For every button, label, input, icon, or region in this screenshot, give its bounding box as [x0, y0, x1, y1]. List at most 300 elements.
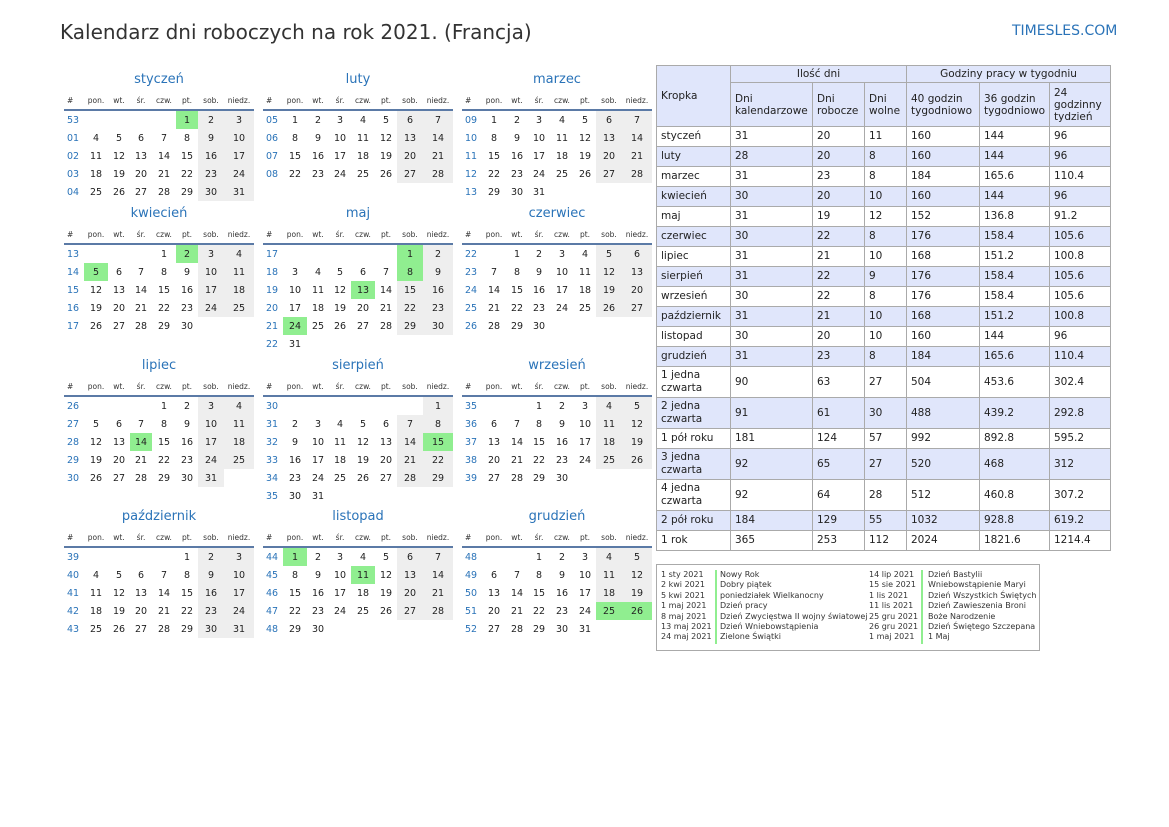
day-cell	[108, 244, 130, 263]
period-cell: marzec	[657, 167, 731, 187]
day-cell: 18	[224, 433, 254, 451]
day-cell: 14	[487, 284, 501, 296]
week-number-header: #	[64, 377, 84, 396]
week-row	[462, 110, 652, 129]
holiday-date: 2 kwi 2021	[661, 580, 705, 590]
month-calendar	[263, 69, 453, 183]
day-cell	[307, 335, 329, 353]
weekday-header: śr.	[329, 225, 351, 244]
week-number: 39	[465, 472, 478, 484]
day-cell: 22	[157, 302, 171, 314]
day-cell: 29	[510, 320, 524, 332]
day-cell: 21	[622, 147, 652, 165]
day-cell: 8	[423, 415, 453, 433]
value-cell: 1821.6	[980, 531, 1050, 551]
col-header-working-days: Dni robocze	[813, 83, 865, 127]
day-cell	[375, 244, 397, 263]
day-cell: 11	[89, 587, 103, 599]
weekday-header: śr.	[528, 528, 550, 547]
weekday-header: wt.	[307, 225, 329, 244]
weekday-header: wt.	[307, 91, 329, 110]
value-cell: 124	[813, 429, 865, 449]
week-number: 22	[465, 248, 478, 260]
day-cell: 4	[359, 551, 367, 563]
day-cell: 14	[510, 587, 524, 599]
week-row	[462, 263, 652, 281]
week-number: 49	[465, 569, 478, 581]
day-cell: 31	[288, 338, 302, 350]
day-cell: 3	[198, 396, 224, 415]
day-cell	[622, 317, 652, 335]
holiday-legend-item	[865, 632, 1039, 642]
day-cell: 14	[379, 284, 393, 296]
day-cell: 10	[555, 266, 569, 278]
day-cell: 20	[397, 584, 423, 602]
legend-divider	[921, 570, 923, 644]
month-grid	[263, 528, 453, 638]
day-cell: 8	[160, 418, 168, 430]
day-cell: 22	[397, 299, 423, 317]
day-cell: 16	[311, 150, 325, 162]
day-cell: 28	[134, 320, 148, 332]
week-row	[462, 415, 652, 433]
day-cell: 15	[532, 436, 546, 448]
weekday-header: sob.	[198, 528, 224, 547]
day-cell: 15	[288, 150, 302, 162]
weekday-header: czw.	[351, 528, 375, 547]
weekday-header-row	[263, 91, 453, 110]
day-cell: 26	[112, 623, 126, 635]
weekday-header-row	[263, 377, 453, 396]
day-cell: 15	[180, 150, 194, 162]
day-cell: 24	[198, 299, 224, 317]
value-cell: 184	[731, 511, 813, 531]
value-cell: 30	[865, 398, 907, 429]
day-cell: 19	[89, 454, 103, 466]
day-cell: 6	[115, 418, 123, 430]
month-grid	[263, 225, 453, 353]
day-cell: 2	[423, 244, 453, 263]
weekday-header-row	[64, 91, 254, 110]
day-cell: 12	[379, 132, 393, 144]
value-cell: 110.4	[1050, 347, 1111, 367]
day-cell: 20	[356, 302, 370, 314]
day-cell	[351, 335, 375, 353]
day-cell: 21	[423, 147, 453, 165]
day-cell: 4	[92, 569, 100, 581]
day-cell: 5	[622, 396, 652, 415]
week-number: 28	[67, 436, 80, 448]
month-grid	[64, 91, 254, 201]
day-cell	[596, 620, 622, 638]
period-cell: 1 rok	[657, 531, 731, 551]
day-cell: 15	[423, 433, 453, 451]
day-cell: 16	[555, 436, 569, 448]
weekday-header: sob.	[596, 377, 622, 396]
day-cell: 9	[558, 569, 566, 581]
day-cell: 24	[578, 454, 592, 466]
month-grid	[462, 225, 652, 335]
week-row	[263, 263, 453, 281]
day-cell: 20	[487, 454, 501, 466]
day-cell: 20	[134, 605, 148, 617]
day-cell: 12	[89, 436, 103, 448]
day-cell: 2	[183, 400, 191, 412]
day-cell: 30	[180, 320, 194, 332]
day-cell: 23	[555, 454, 569, 466]
week-row	[263, 415, 453, 433]
month-calendar	[263, 355, 453, 505]
holiday-name: poniedziałek Wielkanocny	[720, 590, 824, 600]
weekday-header: niedz.	[423, 528, 453, 547]
value-cell: 144	[980, 127, 1050, 147]
holiday-legend-item	[865, 580, 1039, 590]
week-number: 36	[465, 418, 478, 430]
period-header: Kropka	[657, 66, 731, 127]
weekday-header-row	[462, 91, 652, 110]
weekday-header: sob.	[596, 528, 622, 547]
week-number: 41	[67, 587, 80, 599]
day-cell: 29	[397, 317, 423, 335]
value-cell: 992	[907, 429, 980, 449]
day-cell: 29	[487, 186, 501, 198]
holiday-legend-item	[657, 622, 867, 632]
col-header-40h: 40 godzin tygodniowo	[907, 83, 980, 127]
week-number: 30	[67, 472, 80, 484]
week-row	[263, 451, 453, 469]
week-row	[462, 451, 652, 469]
week-number-header: #	[462, 91, 482, 110]
site-brand-link[interactable]: TIMESLES.COM	[1012, 23, 1118, 39]
day-cell: 15	[510, 284, 524, 296]
day-cell: 22	[157, 454, 171, 466]
day-cell: 31	[532, 186, 546, 198]
day-cell	[130, 547, 152, 566]
day-cell: 14	[130, 433, 152, 451]
week-row	[64, 281, 254, 299]
week-row	[462, 317, 652, 335]
day-cell: 16	[311, 587, 325, 599]
value-cell: 312	[1050, 449, 1111, 480]
week-row	[64, 584, 254, 602]
weekday-header: pon.	[84, 377, 108, 396]
day-cell: 19	[112, 168, 126, 180]
week-number: 10	[465, 132, 478, 144]
day-cell: 16	[288, 454, 302, 466]
day-cell: 21	[487, 302, 501, 314]
week-row	[64, 547, 254, 566]
day-cell: 15	[397, 281, 423, 299]
day-cell: 19	[379, 150, 393, 162]
day-cell: 16	[180, 284, 194, 296]
weekday-header: sob.	[397, 91, 423, 110]
day-cell: 7	[490, 266, 498, 278]
week-number-header: #	[64, 225, 84, 244]
day-cell: 6	[622, 244, 652, 263]
period-cell: czerwiec	[657, 227, 731, 247]
day-cell: 23	[198, 165, 224, 183]
week-row	[263, 335, 453, 353]
month-calendar	[462, 355, 652, 487]
weekday-header: pt.	[176, 528, 198, 547]
day-cell: 28	[510, 623, 524, 635]
day-cell: 8	[183, 569, 191, 581]
weekday-header: sob.	[397, 225, 423, 244]
month-grid	[64, 377, 254, 487]
day-cell: 16	[532, 284, 546, 296]
holiday-legend-item	[657, 632, 867, 642]
day-cell: 4	[224, 244, 254, 263]
period-cell: październik	[657, 307, 731, 327]
day-cell: 22	[487, 168, 501, 180]
day-cell: 1	[160, 248, 168, 260]
day-cell: 26	[89, 320, 103, 332]
day-cell: 4	[336, 418, 344, 430]
day-cell: 27	[134, 623, 148, 635]
day-cell: 18	[311, 302, 325, 314]
value-cell: 439.2	[980, 398, 1050, 429]
week-row	[462, 620, 652, 638]
day-cell: 7	[382, 266, 390, 278]
day-cell: 29	[180, 186, 194, 198]
day-cell: 13	[112, 436, 126, 448]
day-cell: 13	[134, 150, 148, 162]
week-number: 17	[266, 248, 279, 260]
day-cell: 31	[311, 490, 325, 502]
day-cell	[130, 396, 152, 415]
day-cell: 10	[532, 132, 546, 144]
day-cell	[329, 396, 351, 415]
day-cell: 27	[112, 472, 126, 484]
day-cell: 3	[224, 547, 254, 566]
day-cell: 2	[314, 114, 322, 126]
day-cell: 1	[291, 114, 299, 126]
month-calendar	[263, 506, 453, 638]
week-number-header: #	[263, 528, 283, 547]
day-cell: 10	[578, 569, 592, 581]
day-cell	[482, 244, 506, 263]
week-row	[64, 263, 254, 281]
day-cell	[482, 396, 506, 415]
day-cell: 19	[333, 302, 347, 314]
day-cell: 3	[336, 551, 344, 563]
week-number-header: #	[64, 528, 84, 547]
day-cell: 2	[198, 547, 224, 566]
value-cell: 19	[813, 207, 865, 227]
holiday-date: 26 gru 2021	[869, 621, 919, 631]
value-cell: 91	[731, 398, 813, 429]
holiday-name: Nowy Rok	[720, 570, 760, 579]
day-cell: 15	[532, 587, 546, 599]
day-cell: 4	[581, 248, 589, 260]
weekday-header: niedz.	[423, 91, 453, 110]
week-number: 25	[465, 302, 478, 314]
day-cell: 2	[535, 248, 543, 260]
day-cell: 31	[224, 620, 254, 638]
day-cell: 11	[596, 415, 622, 433]
month-grid	[462, 528, 652, 638]
value-cell: 100.8	[1050, 307, 1111, 327]
week-number: 08	[266, 168, 279, 180]
value-cell: 11	[865, 127, 907, 147]
day-cell	[574, 317, 596, 335]
day-cell: 3	[314, 418, 322, 430]
day-cell	[283, 244, 307, 263]
week-row	[462, 165, 652, 183]
day-cell: 23	[532, 302, 546, 314]
weekday-header: niedz.	[622, 91, 652, 110]
value-cell: 30	[731, 227, 813, 247]
stats-row	[657, 480, 1111, 511]
day-cell: 13	[379, 436, 393, 448]
col-header-calendar-days: Dni kalendarzowe	[731, 83, 813, 127]
day-cell: 24	[224, 165, 254, 183]
value-cell: 20	[813, 327, 865, 347]
day-cell	[329, 487, 351, 505]
week-number: 04	[67, 186, 80, 198]
day-cell: 26	[578, 168, 592, 180]
value-cell: 8	[865, 227, 907, 247]
day-cell: 6	[397, 547, 423, 566]
week-number: 27	[67, 418, 80, 430]
day-cell: 2	[176, 244, 198, 263]
week-row	[263, 547, 453, 566]
day-cell: 11	[89, 150, 103, 162]
day-cell: 1	[490, 114, 498, 126]
stats-row	[657, 347, 1111, 367]
day-cell: 23	[555, 605, 569, 617]
weekday-header: niedz.	[224, 528, 254, 547]
value-cell: 31	[731, 307, 813, 327]
day-cell: 30	[180, 472, 194, 484]
day-cell: 3	[535, 114, 543, 126]
weekday-header: wt.	[506, 225, 528, 244]
day-cell: 1	[176, 110, 198, 129]
value-cell: 30	[731, 327, 813, 347]
day-cell: 13	[487, 436, 501, 448]
day-cell: 10	[198, 263, 224, 281]
day-cell: 23	[311, 168, 325, 180]
week-number: 24	[465, 284, 478, 296]
day-cell: 3	[224, 110, 254, 129]
day-cell: 13	[487, 587, 501, 599]
value-cell: 151.2	[980, 307, 1050, 327]
day-cell: 19	[356, 454, 370, 466]
day-cell: 8	[160, 266, 168, 278]
day-cell: 10	[224, 566, 254, 584]
week-number-header: #	[263, 225, 283, 244]
value-cell: 10	[865, 187, 907, 207]
day-cell: 18	[356, 587, 370, 599]
day-cell: 2	[291, 418, 299, 430]
day-cell: 30	[510, 186, 524, 198]
day-cell	[397, 487, 423, 505]
day-cell: 20	[379, 454, 393, 466]
day-cell	[84, 110, 108, 129]
day-cell: 2	[558, 551, 566, 563]
day-cell	[351, 244, 375, 263]
weekday-header: czw.	[152, 91, 176, 110]
weekday-header: wt.	[108, 377, 130, 396]
week-number: 21	[266, 320, 279, 332]
period-cell: kwiecień	[657, 187, 731, 207]
week-number: 11	[465, 150, 478, 162]
value-cell: 165.6	[980, 347, 1050, 367]
stats-row	[657, 307, 1111, 327]
day-cell: 19	[622, 433, 652, 451]
week-number: 43	[67, 623, 80, 635]
day-cell: 28	[423, 602, 453, 620]
day-cell: 5	[596, 244, 622, 263]
day-cell: 12	[622, 566, 652, 584]
day-cell: 22	[423, 451, 453, 469]
stats-row	[657, 207, 1111, 227]
period-cell: grudzień	[657, 347, 731, 367]
day-cell: 17	[311, 454, 325, 466]
day-cell: 13	[134, 587, 148, 599]
value-cell: 31	[731, 347, 813, 367]
week-number: 09	[465, 114, 478, 126]
week-number: 53	[67, 114, 80, 126]
day-cell: 26	[622, 451, 652, 469]
day-cell: 5	[359, 418, 367, 430]
value-cell: 160	[907, 327, 980, 347]
day-cell	[108, 396, 130, 415]
value-cell: 27	[865, 367, 907, 398]
week-number: 42	[67, 605, 80, 617]
week-row	[462, 433, 652, 451]
week-row	[462, 566, 652, 584]
week-row	[462, 244, 652, 263]
day-cell: 8	[513, 266, 521, 278]
day-cell: 23	[288, 472, 302, 484]
week-number: 23	[465, 266, 478, 278]
month-grid	[263, 377, 453, 505]
value-cell: 8	[865, 147, 907, 167]
weekday-header: wt.	[307, 377, 329, 396]
day-cell: 13	[596, 129, 622, 147]
day-cell	[550, 183, 574, 201]
week-row	[263, 584, 453, 602]
week-row	[64, 165, 254, 183]
day-cell: 10	[333, 569, 347, 581]
stats-row	[657, 247, 1111, 267]
day-cell: 19	[379, 587, 393, 599]
day-cell: 21	[134, 302, 148, 314]
weekday-header: czw.	[152, 528, 176, 547]
day-cell: 8	[291, 569, 299, 581]
day-cell	[152, 547, 176, 566]
holiday-name: Wniebowstąpienie Maryi	[928, 580, 1026, 590]
month-title: wrzesień	[528, 358, 586, 373]
holiday-date: 13 maj 2021	[661, 621, 712, 631]
day-cell: 16	[423, 281, 453, 299]
weekday-header: pt.	[375, 225, 397, 244]
weekday-header: śr.	[130, 528, 152, 547]
week-row	[462, 183, 652, 201]
value-cell: 30	[731, 287, 813, 307]
value-cell: 28	[865, 480, 907, 511]
value-cell: 184	[907, 167, 980, 187]
stats-row	[657, 367, 1111, 398]
day-cell: 4	[596, 396, 622, 415]
value-cell: 144	[980, 147, 1050, 167]
day-cell: 11	[311, 284, 325, 296]
week-row	[64, 317, 254, 335]
day-cell	[423, 620, 453, 638]
value-cell: 96	[1050, 327, 1111, 347]
week-number-header: #	[64, 91, 84, 110]
